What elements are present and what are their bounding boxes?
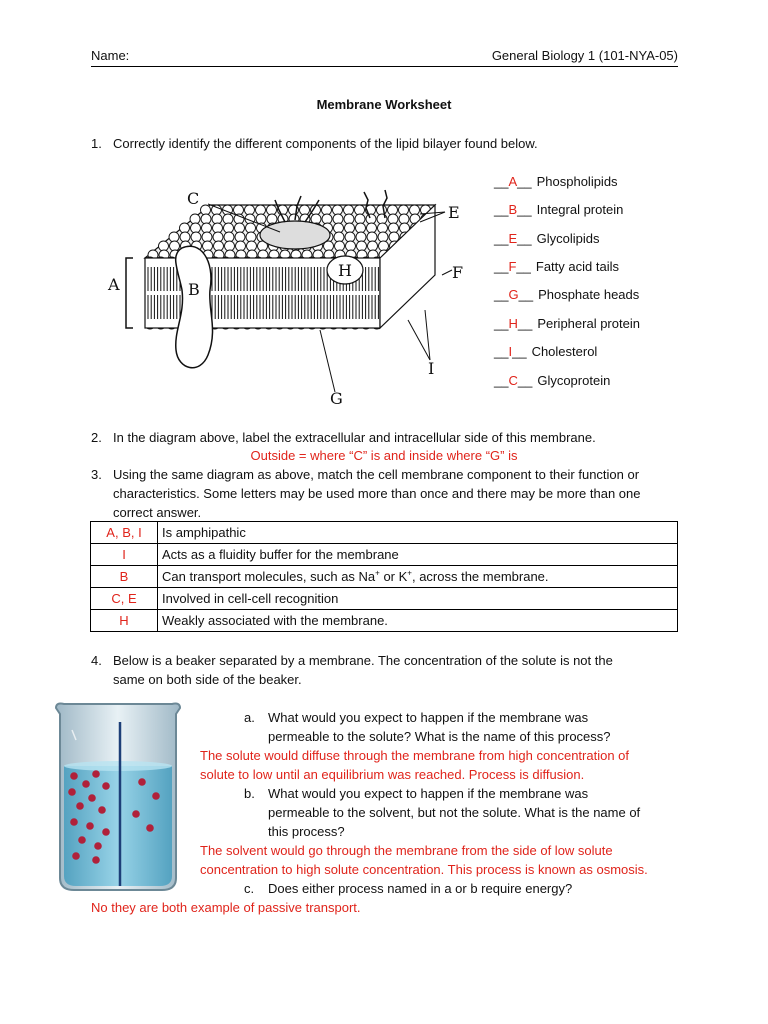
q4b-line-1: What would you expect to happen if the membrane was xyxy=(268,786,589,801)
course-title: General Biology 1 (101-NYA-05) xyxy=(491,48,678,63)
phosphate-head xyxy=(224,232,234,242)
q4c-line-1: Does either process named in a or b require energy? xyxy=(268,881,573,896)
phosphate-head xyxy=(267,214,277,224)
solute-particle xyxy=(92,770,100,778)
phosphate-head xyxy=(212,214,222,224)
q4a-line-2: permeable to the solute? What is the name of this process? xyxy=(268,729,611,744)
q4b-line-2: permeable to the solvent, but not the solute. What is the name of xyxy=(268,805,641,820)
phosphate-head xyxy=(225,241,235,251)
phosphate-head xyxy=(367,232,377,242)
phosphate-head xyxy=(202,232,212,242)
blank-line: __ xyxy=(494,373,509,388)
table-description: Weakly associated with the membrane. xyxy=(158,610,678,632)
q1-number: 1. xyxy=(91,136,102,151)
phosphate-head xyxy=(191,223,201,233)
phosphate-head xyxy=(335,241,345,251)
table-description: Is amphipathic xyxy=(158,522,678,544)
diagram-label-b: B xyxy=(188,280,200,299)
phosphate-head xyxy=(246,223,256,233)
blank-line: __ xyxy=(512,344,527,359)
table-description: Involved in cell-cell recognition xyxy=(158,588,678,610)
phosphate-head xyxy=(388,205,398,215)
phosphate-head xyxy=(247,241,257,251)
phosphate-head xyxy=(180,223,190,233)
phosphate-head xyxy=(201,205,211,215)
phosphate-head xyxy=(322,205,332,215)
legend-item xyxy=(494,172,618,191)
legend-item xyxy=(494,371,610,390)
legend-item xyxy=(494,257,619,276)
legend-item xyxy=(494,200,623,219)
phosphate-head xyxy=(223,214,233,224)
phosphate-head xyxy=(256,205,266,215)
phosphate-head xyxy=(344,205,354,215)
diagram-label-e: E xyxy=(448,203,460,222)
lipid-bilayer-diagram xyxy=(90,170,480,415)
table-answer: I xyxy=(91,544,158,566)
legend-term: Peripheral protein xyxy=(537,316,640,331)
legend-item xyxy=(494,314,640,333)
name-label: Name: xyxy=(91,48,130,63)
phosphate-head xyxy=(214,241,224,251)
blank-line: __ xyxy=(494,344,509,359)
legend-answer-letter: B xyxy=(508,202,518,217)
phosphate-head xyxy=(322,214,332,224)
phosphate-head xyxy=(245,205,255,215)
table-row xyxy=(91,544,678,566)
phosphate-head xyxy=(344,214,354,224)
phosphate-head xyxy=(366,214,376,224)
phosphate-head xyxy=(378,232,388,242)
legend-answer-letter: E xyxy=(508,231,518,246)
phosphate-head xyxy=(190,214,200,224)
diagram-label-i: I xyxy=(428,359,435,378)
q4b-answer-2: concentration to high solute concentration. This process is known as osmosis. xyxy=(200,862,648,877)
phosphate-head xyxy=(377,214,387,224)
phosphate-head xyxy=(246,232,256,242)
legend-answer-letter: A xyxy=(508,174,518,189)
phosphate-head xyxy=(235,223,245,233)
phosphate-head xyxy=(379,241,389,251)
phosphate-head xyxy=(399,205,409,215)
blank-line: __ xyxy=(517,174,532,189)
phosphate-head xyxy=(334,223,344,233)
diagram-label-c: C xyxy=(187,189,200,208)
phosphate-head xyxy=(367,223,377,233)
q4c-label: c. xyxy=(244,881,255,896)
legend-answer-letter: H xyxy=(508,316,518,331)
solute-particle xyxy=(138,778,146,786)
solute-particle xyxy=(132,810,140,818)
q4-line-1: Below is a beaker separated by a membrane. The concentration of the solute is not the xyxy=(113,653,613,668)
diagram-label-a: A xyxy=(108,275,120,294)
legend-item xyxy=(494,342,597,361)
blank-line: __ xyxy=(494,316,509,331)
q1-text: Correctly identify the different components of the lipid bilayer found below. xyxy=(113,136,538,151)
phosphate-head xyxy=(356,232,366,242)
phosphate-head xyxy=(180,232,190,242)
blank-line: __ xyxy=(516,259,531,274)
phosphate-head xyxy=(388,214,398,224)
legend-answer-letter: C xyxy=(508,373,518,388)
q4a-line-1: What would you expect to happen if the membrane was xyxy=(268,710,589,725)
glycoprotein-shape xyxy=(260,221,330,249)
solute-particle xyxy=(72,852,80,860)
worksheet-title: Membrane Worksheet xyxy=(316,97,452,112)
q4c-answer: No they are both example of passive transport. xyxy=(91,900,361,915)
table-answer: A, B, I xyxy=(91,522,158,544)
q2-answer: Outside = where “C” is and inside where “G” is xyxy=(250,448,518,463)
blank-line: __ xyxy=(494,202,509,217)
phosphate-head xyxy=(234,205,244,215)
legend-term: Fatty acid tails xyxy=(535,259,619,274)
legend-answer-letter: G xyxy=(508,287,519,302)
solute-particle xyxy=(70,772,78,780)
phosphate-head xyxy=(333,205,343,215)
diagram-label-f: F xyxy=(452,263,464,282)
table-description: Acts as a fluidity buffer for the membrane xyxy=(158,544,678,566)
phosphate-head xyxy=(203,241,213,251)
phosphate-head xyxy=(234,214,244,224)
bracket-a xyxy=(126,258,133,328)
q4b-label: b. xyxy=(244,786,255,801)
phosphate-head xyxy=(346,241,356,251)
solute-particle xyxy=(98,806,106,814)
solute-particle xyxy=(86,822,94,830)
desc-part: Can transport molecules, such as Na xyxy=(162,568,376,584)
q2-text: In the diagram above, label the extracellular and intracellular side of this membrane. xyxy=(113,430,596,445)
beaker-water xyxy=(64,766,172,886)
diagram-label-h: H xyxy=(338,261,352,280)
phosphate-head xyxy=(368,241,378,251)
q3-number: 3. xyxy=(91,467,102,482)
phosphate-head xyxy=(356,223,366,233)
q4a-answer-2: solute to low until an equilibrium was reached. Process is diffusion. xyxy=(200,767,585,782)
blank-line: __ xyxy=(518,287,534,302)
phosphate-head xyxy=(159,241,169,251)
solute-particle xyxy=(70,818,78,826)
desc-part: , across the membrane. xyxy=(411,568,549,584)
phosphate-head xyxy=(410,205,420,215)
q3-line-1: Using the same diagram as above, match the cell membrane component to their function or xyxy=(113,467,640,482)
phosphate-head xyxy=(333,214,343,224)
table-row xyxy=(91,588,678,610)
diagram-label-g: G xyxy=(330,389,343,408)
table-answer: C, E xyxy=(91,588,158,610)
phosphate-head xyxy=(355,205,365,215)
legend-answer-letter: I xyxy=(508,344,513,359)
phosphate-head xyxy=(212,205,222,215)
page-header xyxy=(91,46,678,67)
solute-particle xyxy=(78,836,86,844)
phosphate-head xyxy=(300,205,310,215)
q2-number: 2. xyxy=(91,430,102,445)
phosphate-head xyxy=(213,232,223,242)
q4a-answer-1: The solute would diffuse through the membrane from high concentration of xyxy=(200,748,630,763)
solute-particle xyxy=(152,792,160,800)
blank-line: __ xyxy=(517,202,532,217)
solute-particle xyxy=(102,782,110,790)
table-row xyxy=(91,522,678,544)
solute-particle xyxy=(88,794,96,802)
q4-line-2: same on both side of the beaker. xyxy=(113,672,302,687)
integral-protein-shape xyxy=(176,246,213,368)
solute-particle xyxy=(76,802,84,810)
beaker-illustration xyxy=(52,700,184,895)
sodium-charge: + xyxy=(375,568,380,578)
legend-item xyxy=(494,229,599,248)
solute-particle xyxy=(94,842,102,850)
table-answer: H xyxy=(91,610,158,632)
phosphate-head xyxy=(267,205,277,215)
phosphate-head xyxy=(169,232,179,242)
phosphate-head xyxy=(334,232,344,242)
phosphate-head xyxy=(170,241,180,251)
legend-term: Phosphate heads xyxy=(538,287,640,302)
q4b-answer-1: The solvent would go through the membrane from the side of low solute xyxy=(200,843,613,858)
blank-line: __ xyxy=(494,259,509,274)
phosphate-head xyxy=(389,223,399,233)
q3-line-2: characteristics. Some letters may be used more than once and there may be more than one xyxy=(113,486,641,501)
phosphate-head xyxy=(213,223,223,233)
solute-particle xyxy=(146,824,154,832)
phosphate-head xyxy=(378,223,388,233)
blank-line: __ xyxy=(517,373,533,388)
blank-line: __ xyxy=(494,174,509,189)
phosphate-head xyxy=(256,214,266,224)
phosphate-head xyxy=(399,214,409,224)
phosphate-head xyxy=(201,214,211,224)
table-description xyxy=(158,566,678,588)
matching-table xyxy=(90,521,678,632)
legend-term: Phospholipids xyxy=(536,174,618,189)
legend-term: Glycolipids xyxy=(536,231,600,246)
q3-line-3: correct answer. xyxy=(113,505,202,520)
phosphate-head xyxy=(235,232,245,242)
phosphate-head xyxy=(357,241,367,251)
solute-particle xyxy=(92,856,100,864)
legend-term: Glycoprotein xyxy=(537,373,611,388)
blank-line: __ xyxy=(494,231,509,246)
table-answer: B xyxy=(91,566,158,588)
potassium-charge: + xyxy=(407,568,412,578)
blank-line: __ xyxy=(517,316,533,331)
blank-line: __ xyxy=(494,287,509,302)
legend-item xyxy=(494,285,639,304)
desc-part: or K xyxy=(379,568,408,584)
legend-answer-letter: F xyxy=(508,259,517,274)
phosphate-head xyxy=(224,223,234,233)
phosphate-head xyxy=(355,214,365,224)
solute-particle xyxy=(102,828,110,836)
phosphate-head xyxy=(202,223,212,233)
legend-term: Cholesterol xyxy=(531,344,598,359)
phosphate-head xyxy=(345,232,355,242)
q4b-line-3: this process? xyxy=(268,824,345,839)
blank-line: __ xyxy=(517,231,532,246)
q4-number: 4. xyxy=(91,653,102,668)
solute-particle xyxy=(82,780,90,788)
q4a-label: a. xyxy=(244,710,255,725)
phosphate-head xyxy=(191,232,201,242)
table-row xyxy=(91,610,678,632)
phosphate-head xyxy=(236,241,246,251)
phosphate-head xyxy=(345,223,355,233)
solute-particle xyxy=(68,788,76,796)
legend-term: Integral protein xyxy=(536,202,624,217)
table-row xyxy=(91,566,678,588)
